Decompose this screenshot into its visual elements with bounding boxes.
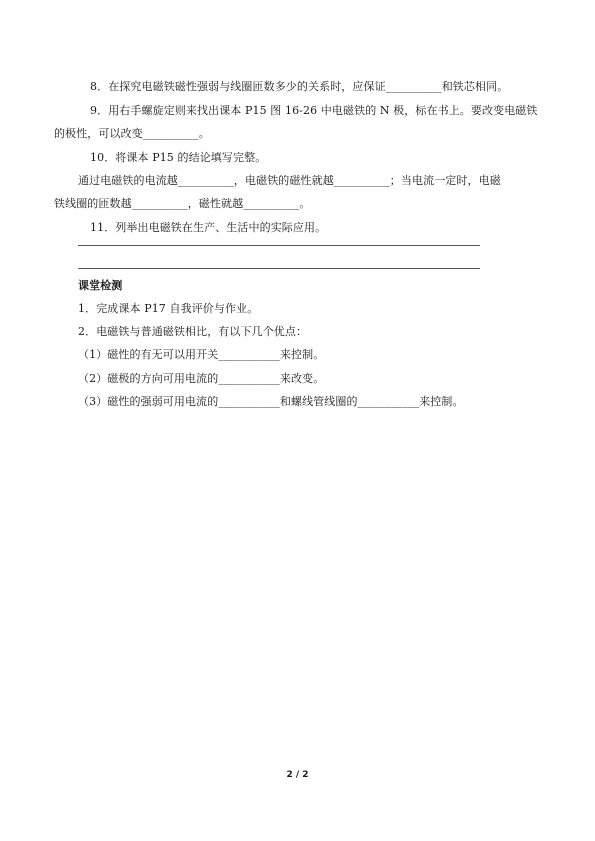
question-10: 10．将课本 P15 的结论填写完整。 bbox=[90, 151, 267, 164]
answer-line-2 bbox=[78, 268, 480, 269]
page-number: 2 / 2 bbox=[286, 770, 309, 780]
section-heading-classroom-check: 课堂检测 bbox=[78, 279, 123, 292]
check-subitem-3: （3）磁性的强弱可用电流的___________和螺线管线圈的___________来控制。 bbox=[78, 395, 464, 408]
question-10-conclusion-line-2: 铁线圈的匝数越__________，磁性就越__________。 bbox=[54, 197, 311, 210]
question-9-line-2: 的极性，可以改变__________。 bbox=[54, 127, 210, 140]
check-item-1: 1．完成课本 P17 自我评价与作业。 bbox=[78, 302, 259, 315]
check-subitem-1: （1）磁性的有无可以用开关___________来控制。 bbox=[78, 348, 325, 361]
question-11: 11．列举出电磁铁在生产、生活中的实际应用。 bbox=[90, 221, 327, 234]
answer-line-1 bbox=[78, 245, 480, 246]
check-subitem-2: （2）磁极的方向可用电流的___________来改变。 bbox=[78, 372, 325, 385]
question-8: 8．在探究电磁铁磁性强弱与线圈匝数多少的关系时，应保证__________和铁芯相同。 bbox=[90, 80, 509, 93]
question-10-conclusion-line-1: 通过电磁铁的电流越__________，电磁铁的磁性就越__________；当电流一定时，电磁 bbox=[78, 174, 501, 187]
check-item-2: 2．电磁铁与普通磁铁相比，有以下几个优点： bbox=[78, 325, 308, 338]
question-9-line-1: 9．用右手螺旋定则来找出课本 P15 图 16-26 中电磁铁的 N 极，标在书上。要改变电磁铁 bbox=[90, 104, 538, 117]
